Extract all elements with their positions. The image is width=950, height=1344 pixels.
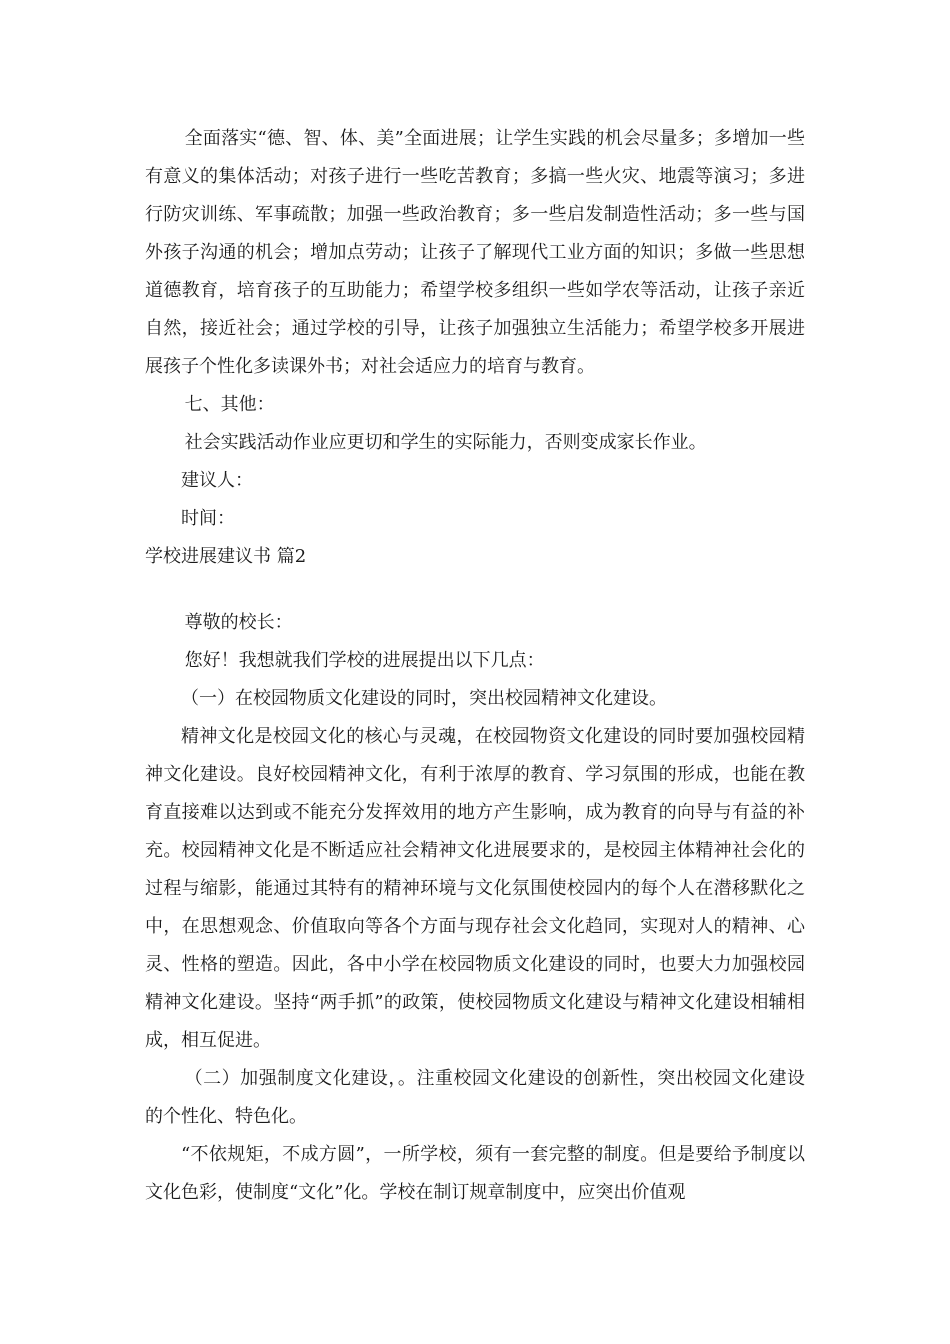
document-body bbox=[145, 120, 805, 1212]
point2-title: （二）加强制度文化建设，。注重校园文化建设的创新性，突出校园文化建设的个性化、特色化。 bbox=[145, 1068, 805, 1127]
time-label: 时间： bbox=[181, 508, 235, 529]
part2-heading: 学校进展建议书 篇2 bbox=[145, 546, 307, 567]
paragraph-activities-suggestions: 全面落实“德、智、体、美”全面进展；让学生实践的机会尽量多；多增加一些有意义的集体活动；对孩子进行一些吃苦教育；多搞一些火灾、地震等演习；多进行防灾训练、军事疏散；加强一些政治教育；多一些启发制造性活动；多一些与国外孩子沟通的机会；增加点劳动；让孩子了解现代工业方面的知识；多做一些思想道德教育，培育孩子的互助能力；希望学校多组织一些如学农等活动，让孩子亲近自然，接近社会；通过学校的引导，让孩子加强独立生活能力；希望学校多开展进展孩子个性化多读课外书；对社会适应力的培育与教育。 bbox=[145, 128, 805, 377]
section-seven-body: 社会实践活动作业应更切和学生的实际能力，否则变成家长作业。 bbox=[184, 432, 707, 453]
spacer bbox=[145, 576, 805, 604]
salutation: 尊敬的校长： bbox=[184, 612, 293, 633]
section-seven-title: 七、其他： bbox=[184, 394, 275, 415]
point2-body: “不依规矩，不成方圆”，一所学校，须有一套完整的制度。但是要给予制度以文化色彩，使制度“文化”化。学校在制订规章制度中，应突出价值观 bbox=[145, 1144, 805, 1203]
point1-title: （一）在校园物质文化建设的同时，突出校园精神文化建设。 bbox=[181, 688, 667, 709]
greeting: 您好！我想就我们学校的进展提出以下几点： bbox=[184, 650, 545, 671]
point1-body: 精神文化是校园文化的核心与灵魂，在校园物资文化建设的同时要加强校园精神文化建设。良好校园精神文化，有利于浓厚的教育、学习氛围的形成，也能在教育直接难以达到或不能充分发挥效用的地方产生影响，成为教育的向导与有益的补充。校园精神文化是不断适应社会精神文化进展要求的，是校园主体精神社会化的过程与缩影，能通过其特有的精神环境与文化氛围使校园内的每个人在潜移默化之中，在思想观念、价值取向等各个方面与现存社会文化趋同，实现对人的精神、心灵、性格的塑造。因此，各中小学在校园物质文化建设的同时，也要大力加强校园精神文化建设。坚持“两手抓”的政策，使校园物质文化建设与精神文化建设相辅相成，相互促进。 bbox=[145, 726, 805, 1051]
proposer-label: 建议人： bbox=[181, 470, 253, 491]
